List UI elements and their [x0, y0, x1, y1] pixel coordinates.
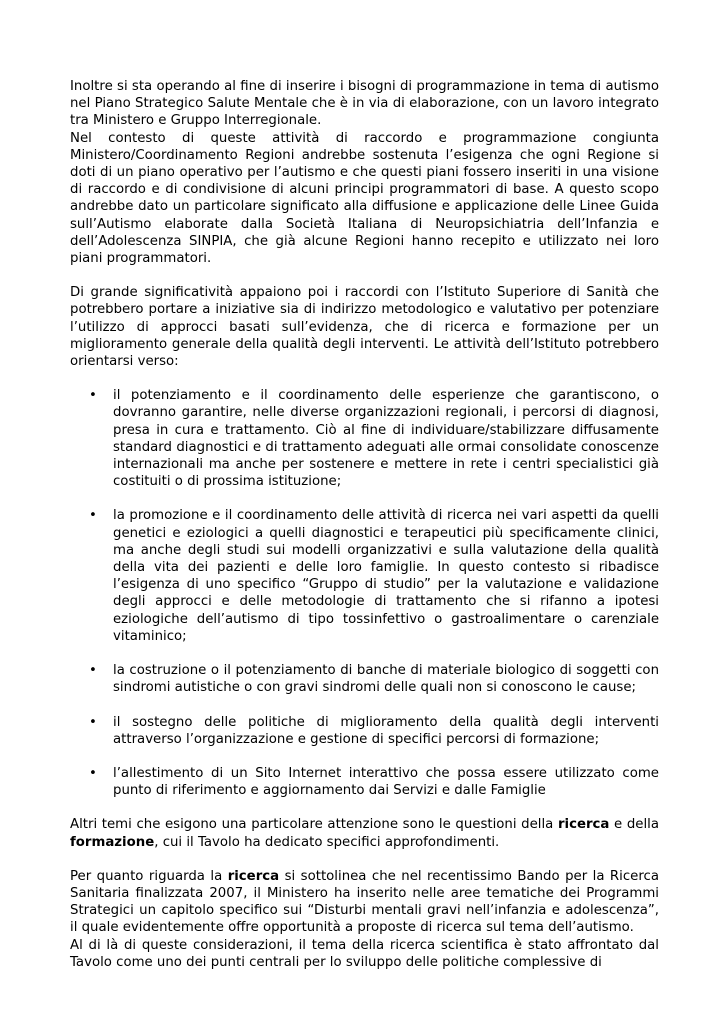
- bullet-marker: •: [89, 508, 97, 524]
- list-item: [70, 387, 659, 490]
- bullet-marker: •: [89, 388, 97, 404]
- text-run: si sottolinea che nel recentissimo Bando per la Ricerca Sanitaria finalizzata 2007, il Ministero ha inserito nelle aree tematiche dei Programmi Strategici un capitolo specifico sui “Disturbi mentali gravi nell’infanzia e adolescenza”, il quale evidentemente offre opportunità a proposte di ricerca sul tema dell’autismo.: [70, 868, 659, 936]
- paragraph-piano-strategico: Inoltre si sta operando al fine di inserire i bisogni di programmazione in tema di autismo nel Piano Strategico Salute Mentale che è in via di elaborazione, con un lavoro integrato tra Ministero e Gruppo Interregionale.: [70, 79, 659, 129]
- paragraph-ricerca-scientifica: Al di là di queste considerazioni, il tema della ricerca scientifica è stato affrontato dal Tavolo come uno dei punti centrali per lo sviluppo delle politiche complessive di: [70, 937, 659, 970]
- list-item-text: l’allestimento di un Sito Internet interattivo che possa essere utilizzato come punto di riferimento e aggiornamento dai Servizi e dalle Famiglie: [113, 765, 659, 799]
- paragraph-bando-ricerca: [70, 868, 659, 937]
- bullet-marker: •: [89, 714, 97, 730]
- list-item-text: la costruzione o il potenziamento di banche di materiale biologico di soggetti con sindromi autistiche o con gravi sindromi delle quali non si conoscono le cause;: [113, 663, 659, 696]
- list-item-text: la promozione e il coordinamento delle attività di ricerca nei vari aspetti da quelli genetici e eziologici a quelli diagnostici e terapeutici più specificamente clinici, ma anche degli studi sui modelli organizzativi e sulla valutazione della qualità della vita dei pazienti e delle loro famiglie. In questo contesto si ribadisce l’esigenza di uno specifico “Gruppo di studio” per la valutazione e validazione degli approcci e delle metodologie di trattamento che si rifanno a ipotesi eziologiche dell’autismo di tipo tossinfettivo o gastroalimentare o carenziale vitaminico;: [113, 508, 659, 644]
- paragraph-raccordo-regioni: Nel contesto di queste attività di raccordo e programmazione congiunta Ministero/Coordinamento Regioni andrebbe sostenuta l’esigenza che ogni Regione si doti di un piano operativo per l’autismo e che questi piani fossero inseriti in una visione di raccordo e di condivisione di alcuni principi programmatori di base. A questo scopo andrebbe dato un particolare significato alla diffusione e applicazione delle Linee Guida sull’Autismo elaborate dalla Società Italiana di Neuropsichiatria dell’Infanzia e dell’Adolescenza SINPIA, che già alcune Regioni hanno recepito e utilizzato nei loro piani programmatori.: [70, 130, 659, 267]
- bullet-marker: •: [89, 765, 97, 781]
- bold-term-formazione: formazione: [70, 834, 155, 850]
- text-run: Altri temi che esigono una particolare attenzione sono le questioni della: [70, 817, 558, 833]
- text-run: e della: [609, 817, 659, 833]
- paragraph-temi-ricerca-formazione: [70, 816, 659, 850]
- text-run: , cui il Tavolo ha dedicato specifici approfondimenti.: [154, 834, 500, 850]
- list-item: [70, 765, 659, 799]
- list-item-text: il potenziamento e il coordinamento delle esperienze che garantiscono, o dovranno garantire, nelle diverse organizzazioni regionali, i percorsi di diagnosi, presa in cura e trattamento. Ciò al fine di individuare/stabilizzare diffusamente standard diagnostici e di trattamento adeguati alle ormai consolidate conoscenze internazionali ma anche per sostenere e mettere in rete i centri specialistici già costituiti o di prossima istituzione;: [113, 388, 659, 490]
- list-item: [70, 507, 659, 645]
- bullet-marker: •: [89, 663, 97, 679]
- list-item: [70, 714, 659, 748]
- bold-term-ricerca: ricerca: [227, 868, 280, 884]
- paragraph-istituto-superiore: Di grande significatività appaiono poi i raccordi con l’Istituto Superiore di Sanità che potrebbero portare a iniziative sia di indirizzo metodologico e valutativo per potenziare l’utilizzo di approcci basati sull’evidenza, che di ricerca e formazione per un miglioramento generale della qualità degli interventi. Le attività dell’Istituto potrebbero orientarsi verso:: [70, 285, 659, 370]
- list-item: [70, 662, 659, 696]
- list-item-text: il sostegno delle politiche di miglioramento della qualità degli interventi attraverso l’organizzazione e gestione di specifici percorsi di formazione;: [113, 714, 659, 747]
- bold-term-ricerca: ricerca: [557, 817, 610, 833]
- bullet-list: [70, 387, 659, 799]
- text-run: Per quanto riguarda la: [70, 868, 228, 884]
